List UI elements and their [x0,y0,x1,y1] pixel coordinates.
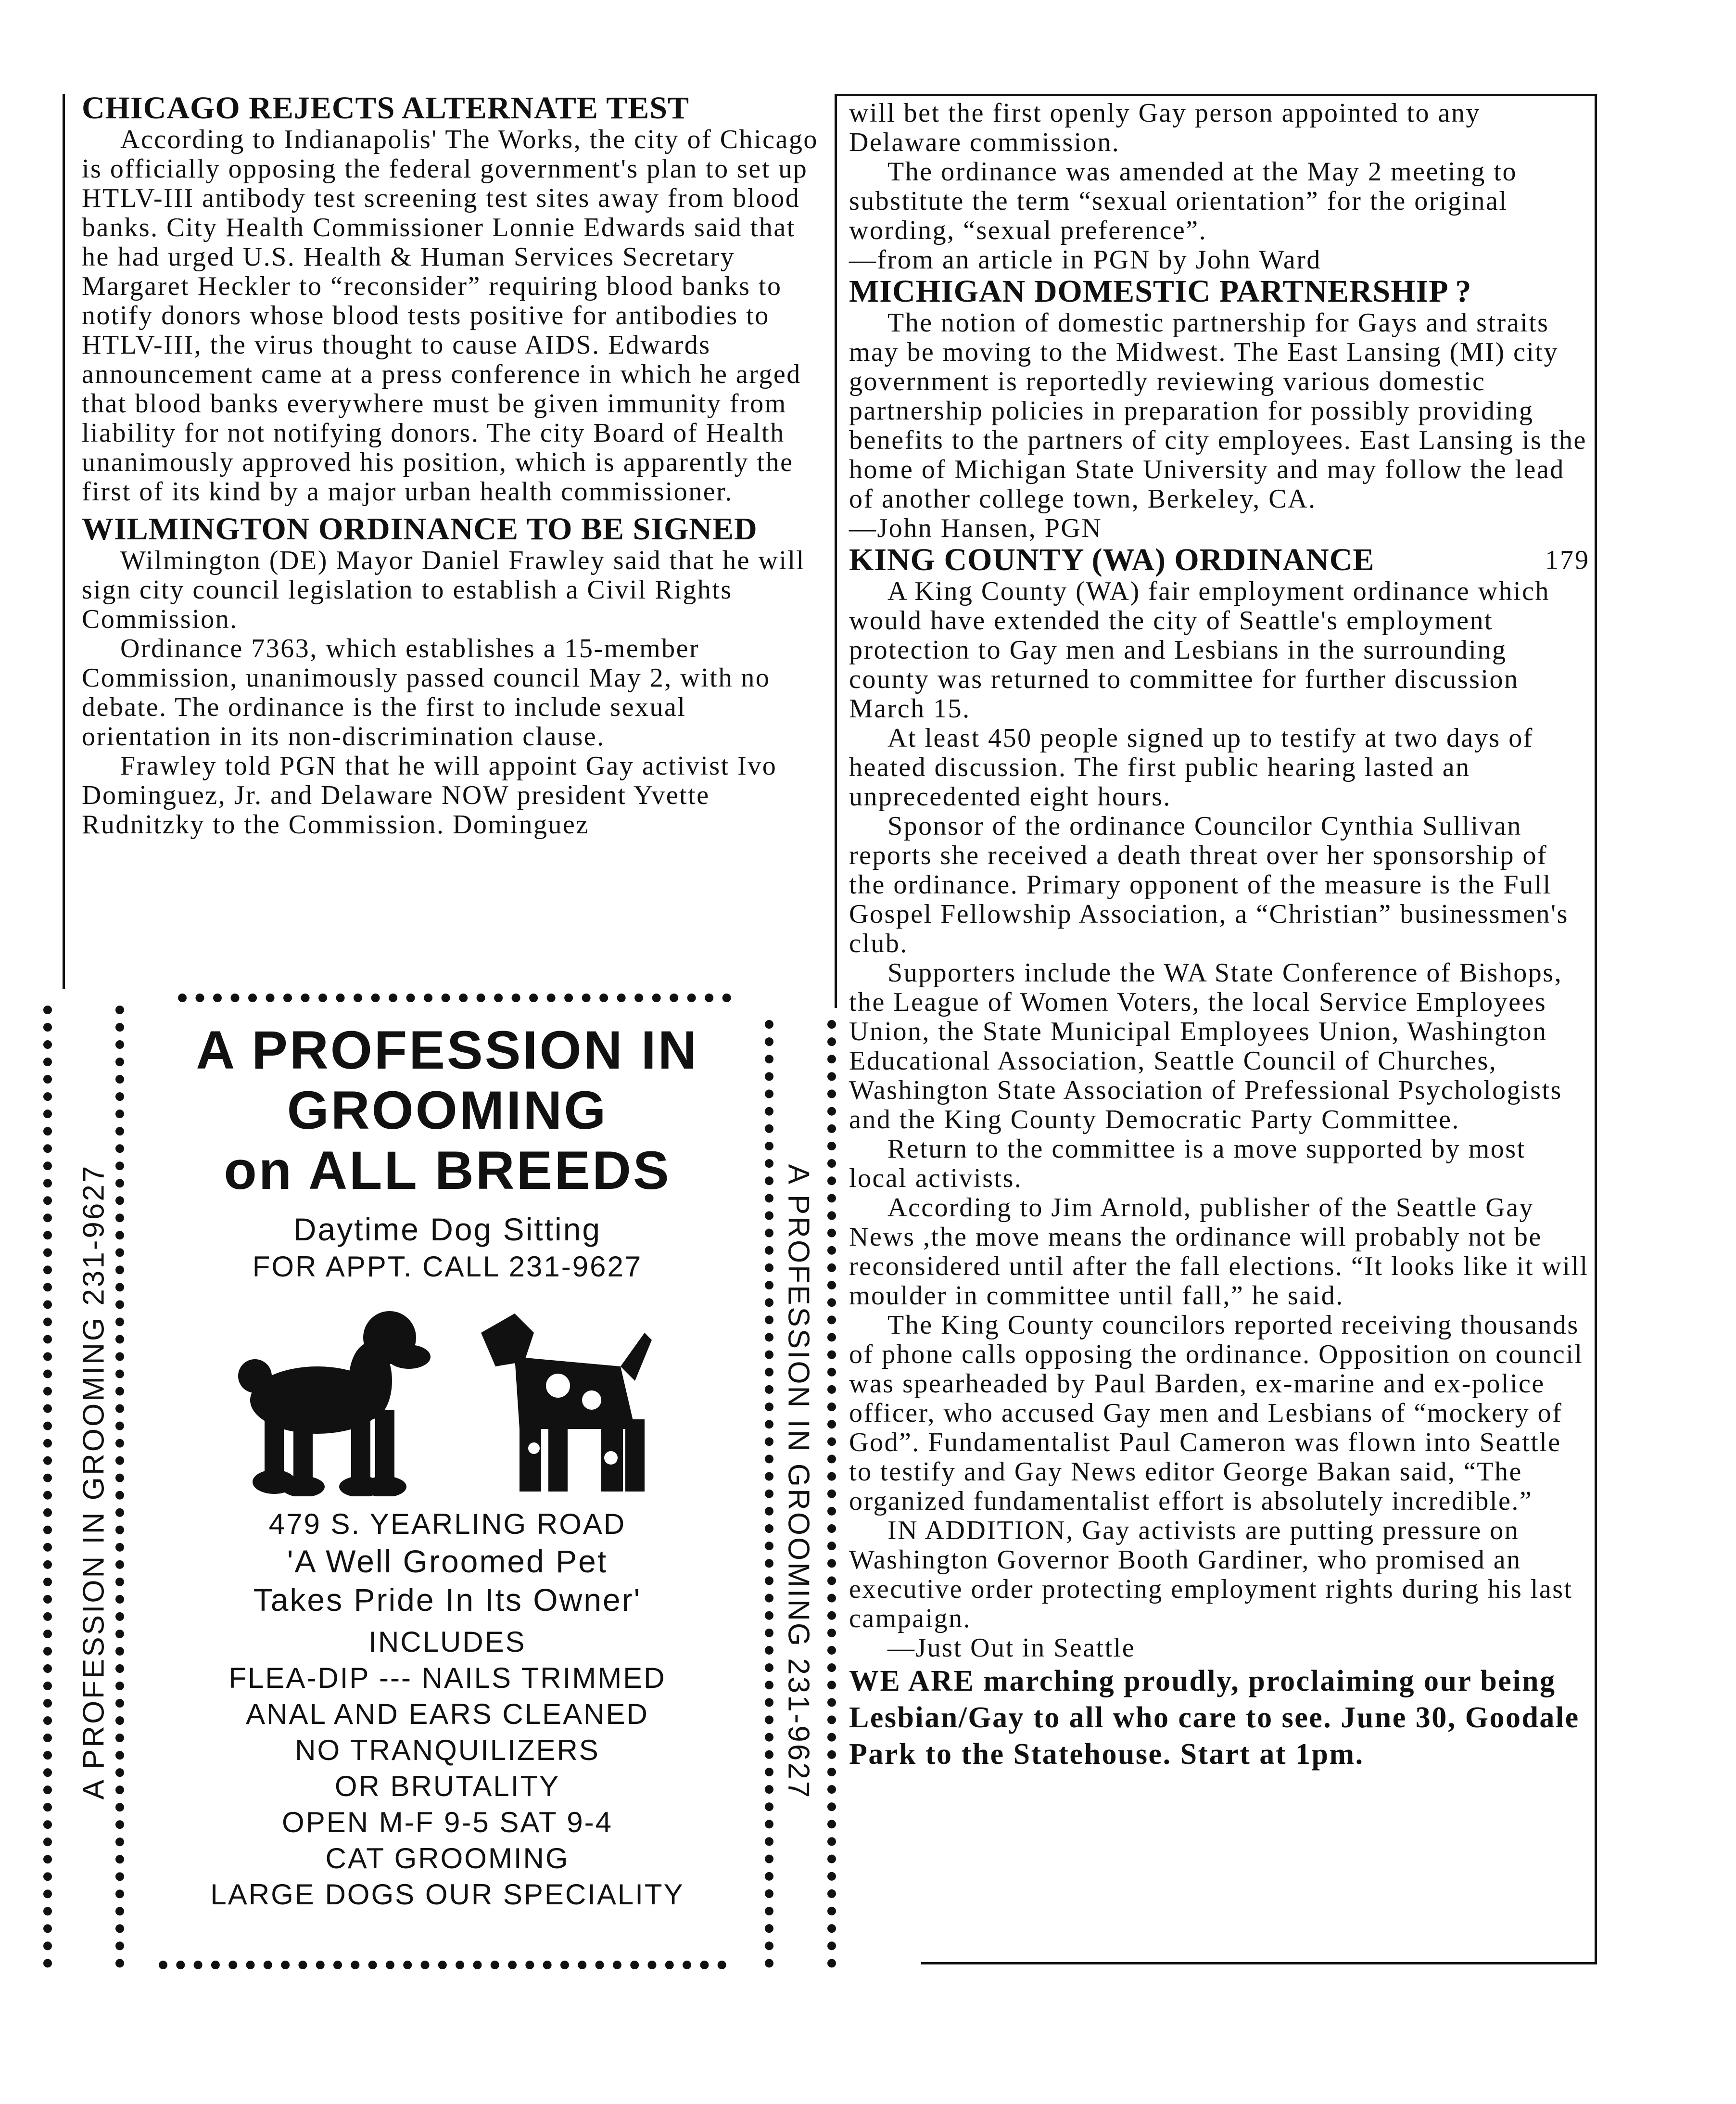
article-source: —Just Out in Seattle [887,1633,1136,1663]
article-paragraph: Sponsor of the ordinance Councilor Cynthia Sullivan reports she received a death threat over her sponsorship of the ordinance. Primary opponent of the measure is the Full Gospel Fellowship Association, a “Christian” businessmen's club. [849,811,1569,958]
center-column-rule [835,94,837,1008]
ad-dotted-border [827,1020,836,1968]
ad-dotted-border [159,1961,726,1969]
march-announcement: WE ARE marching proudly, proclaiming our being Lesbian/Gay to all who care to see. June 30, Goodale Park to the Statehouse. Start at 1pm. [849,1665,1580,1771]
left-column [82,91,823,840]
right-column [849,99,1590,1772]
right-box-top-rule [835,94,1597,96]
headline-michigan: MICHIGAN DOMESTIC PARTNERSHIP ? [849,274,1472,309]
headline-chicago: CHICAGO REJECTS ALTERNATE TEST [82,90,690,126]
article-paragraph: Frawley told PGN that he will appoint Gay activist Ivo Dominguez, Jr. and Delaware NOW president Yvette Rudnitzky to the Commission. Dominguez [82,751,777,840]
ad-service: NO TRANQUILIZERS [295,1734,600,1766]
ad-subhead: Daytime Dog Sitting [293,1211,602,1247]
article-paragraph: Supporters include the WA State Conference of Bishops, the League of Women Voters, the local Service Employees Union, the State Municipal Employees Union, Washington Educational Association, Seattle Council of Churches, Washington State Association of Prefessional Psychologists and the King County Democratic Party Committee. [849,958,1563,1135]
article-paragraph: Return to the committee is a move supported by most local activists. [849,1134,1526,1193]
terrier-icon [462,1304,664,1496]
article-paragraph: Ordinance 7363, which establishes a 15-member Commission, unanimously passed council May 2, with no debate. The ordinance is the first to include sexual orientation in its non-discrimination clause. [82,634,771,752]
ad-side-text-right: A PROFESSION IN GROOMING 231-9627 [782,1164,815,1800]
ad-side-text-left: A PROFESSION IN GROOMING 231-9627 [77,1164,111,1800]
article-paragraph: The notion of domestic partnership for Gays and straits may be moving to the Midwest. The East Lansing (MI) city government is reportedly reviewing various domestic partnership policies in preparation for possibly providing benefits to the partners of city employees. East Lansing is the home of Michigan State University and may follow the lead of another college town, Berkeley, CA. [849,308,1587,514]
article-paragraph: IN ADDITION, Gay activists are putting pressure on Washington Governor Booth Gardiner, who promised an executive order protecting employment rights during his last campaign. [849,1516,1573,1633]
dog-illustrations [139,1304,755,1496]
ad-dotted-border [43,1006,52,1968]
ad-headline: on ALL BREEDS [224,1140,671,1200]
article-source: —John Hansen, PGN [849,513,1102,543]
article-paragraph: According to Indianapolis' The Works, the city of Chicago is officially opposing the federal government's plan to set up HTLV-III antibody test screening test sites away from blood banks. City Health Commissioner Lonnie Edwards said that he had urged U.S. Health & Human Services Secretary Margaret Heckler to “reconsider” requiring blood banks to notify donors whose blood tests positive for antibodies to HTLV-III, the virus thought to cause AIDS. Edwards announcement came at a press conference in which he arged that blood banks everywhere must be given immunity from liability for not notifying donors. The city Board of Health unanimously approved his position, which is apparently the first of its kind by a major urban health commissioner. [82,125,818,507]
article-paragraph: Wilmington (DE) Mayor Daniel Frawley said that he will sign city council legislation to establish a Civil Rights Commission. [82,546,805,634]
right-box-side-rule [1595,94,1597,1963]
ad-dotted-border [115,1006,124,1968]
article-source: —from an article in PGN by John Ward [849,245,1321,275]
left-column-rule [63,94,65,989]
ad-phone: FOR APPT. CALL 231-9627 [252,1250,643,1283]
ad-slogan: Takes Pride In Its Owner' [253,1582,642,1618]
headline-king-county: KING COUNTY (WA) ORDINANCE [849,542,1375,577]
ad-service: FLEA-DIP --- NAILS TRIMMED [228,1662,666,1694]
ad-address: 479 S. YEARLING ROAD [268,1508,626,1540]
article-paragraph: will bet the first openly Gay person appointed to any Delaware commission. [849,98,1481,157]
ad-includes: INCLUDES [368,1626,526,1658]
article-paragraph: According to Jim Arnold, publisher of the Seattle Gay News ,the move means the ordinance will probably not be reconsidered until after the fall elections. “It looks like it will moulder in committee until fall,” he said. [849,1193,1589,1311]
article-paragraph: At least 450 people signed up to testify at two days of heated discussion. The first public hearing lasted an unprecedented eight hours. [849,723,1533,812]
ad-hours: OPEN M-F 9-5 SAT 9-4 [282,1806,613,1838]
page-number: 179 [1545,545,1590,575]
ad-slogan: 'A Well Groomed Pet [287,1543,608,1579]
poodle-icon [231,1304,433,1496]
ad-service: LARGE DOGS OUR SPECIALITY [210,1878,684,1911]
ad-headline: GROOMING [287,1080,608,1140]
ad-service: CAT GROOMING [325,1842,570,1874]
ad-dotted-border [765,1020,773,1968]
article-paragraph: A King County (WA) fair employment ordinance which would have extended the city of Seattle's employment protection to Gay men and Lesbians in the surrounding county was returned to committee for further discussion March 15. [849,576,1550,724]
ad-content [139,1020,755,1913]
article-paragraph: The King County councilors reported receiving thousands of phone calls opposing the ordinance. Opposition on council was spearheaded by Paul Barden, ex-marine and ex-police officer, who accused Gay men and Lesbians of “mockery of God”. Fundamentalist Paul Cameron was flown into Seattle to testify and Gay News editor George Bakan said, “The organized fundamentalist effort is absolutely incredible.” [849,1310,1584,1516]
right-box-bottom-rule [921,1962,1597,1964]
headline-wilmington: WILMINGTON ORDINANCE TO BE SIGNED [82,511,758,547]
ad-service: ANAL AND EARS CLEANED [246,1698,649,1730]
ad-dotted-border [178,994,731,1002]
article-paragraph: The ordinance was amended at the May 2 meeting to substitute the term “sexual orientation” for the original wording, “sexual preference”. [849,157,1517,245]
ad-headline: A PROFESSION IN [196,1020,699,1080]
ad-service: OR BRUTALITY [334,1770,560,1802]
